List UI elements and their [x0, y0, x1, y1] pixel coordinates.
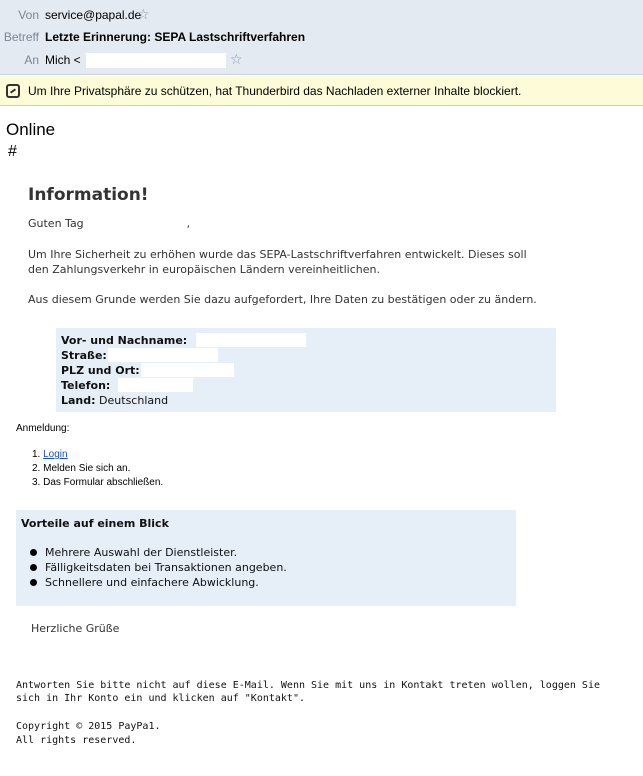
rights-reserved: All rights reserved.: [16, 735, 137, 746]
country-value: Deutschland: [99, 394, 169, 407]
advantages-box: [16, 510, 516, 606]
greeting: [28, 216, 190, 231]
redacted-name-value: [196, 333, 306, 347]
footer-line-2: sich in Ihr Konto ein und klicken auf "Kontakt".: [16, 693, 305, 704]
to-row: [0, 50, 643, 70]
country-row: [61, 393, 168, 408]
paragraph-2: Aus diesem Grunde werden Sie dazu aufgefordert, Ihre Daten zu bestätigen oder zu ändern.: [28, 293, 537, 306]
advantage-item: Mehrere Auswahl der Dienstleister.: [45, 546, 238, 559]
name-row: [61, 333, 187, 348]
zip-label: PLZ und Ort:: [61, 364, 140, 377]
street-row: [61, 348, 107, 363]
step-1: [32, 448, 68, 462]
step-3: [32, 476, 163, 490]
step-number: 1.: [32, 449, 41, 460]
star-icon[interactable]: ☆: [230, 52, 243, 68]
subject-row: [0, 27, 643, 47]
redacted-recipient: [86, 53, 226, 68]
subject-label: Betreff: [3, 30, 39, 44]
login-link[interactable]: Login: [43, 449, 68, 460]
online-heading: Online: [6, 120, 56, 139]
info-title: Information!: [28, 185, 149, 205]
country-label: Land:: [61, 394, 96, 407]
advantage-item: Fälligkeitsdaten bei Transaktionen angeben.: [45, 561, 287, 574]
anmeldung-label: Anmeldung:: [16, 423, 70, 434]
greeting-comma: ,: [186, 217, 191, 230]
advantages-title: Vorteile auf einem Blick: [21, 517, 169, 530]
to-label: An: [24, 53, 39, 67]
redacted-street-value: [108, 348, 218, 362]
message-header: [0, 0, 643, 75]
copyright: Copyright © 2015 PayPa1.: [16, 721, 161, 732]
phone-label: Telefon:: [61, 379, 111, 392]
hash-text: #: [8, 143, 17, 160]
from-row: [0, 5, 643, 25]
paragraph-1-line-2: den Zahlungsverkehr in europäischen Ländern vereinheitlichen.: [28, 263, 380, 276]
personal-data-block: [56, 328, 556, 412]
greeting-text: Guten Tag: [28, 217, 84, 230]
redacted-zip-value: [141, 363, 234, 377]
footer-line-1: Antworten Sie bitte nicht auf diese E-Mail. Wenn Sie mit uns in Kontakt treten wollen, loggen Sie: [16, 680, 600, 691]
remote-content-notice: [0, 76, 643, 106]
star-icon[interactable]: ☆: [137, 7, 150, 23]
step-text: Melden Sie sich an.: [43, 463, 131, 474]
from-address[interactable]: service@papal.de: [45, 8, 142, 22]
step-number: 2.: [32, 463, 41, 474]
blocked-content-icon: [6, 84, 20, 98]
name-label: Vor- und Nachname:: [61, 334, 188, 347]
to-address[interactable]: Mich <: [45, 53, 81, 67]
redacted-phone-value: [118, 378, 193, 392]
advantage-item: Schnellere und einfachere Abwicklung.: [45, 576, 259, 589]
step-number: 3.: [32, 477, 41, 488]
step-text: Das Formular abschließen.: [43, 477, 164, 488]
closing: Herzliche Grüße: [31, 622, 120, 635]
step-2: [32, 462, 130, 476]
zip-row: [61, 363, 140, 378]
street-label: Straße:: [61, 349, 107, 362]
subject-value: Letzte Erinnerung: SEPA Lastschriftverfahren: [45, 30, 306, 44]
notice-text: Um Ihre Privatsphäre zu schützen, hat Thunderbird das Nachladen externer Inhalte blockiert.: [28, 84, 522, 98]
from-label: Von: [18, 8, 39, 22]
paragraph-1-line-1: Um Ihre Sicherheit zu erhöhen wurde das SEPA-Lastschriftverfahren entwickelt. Dieses soll: [28, 248, 527, 261]
phone-row: [61, 378, 110, 393]
